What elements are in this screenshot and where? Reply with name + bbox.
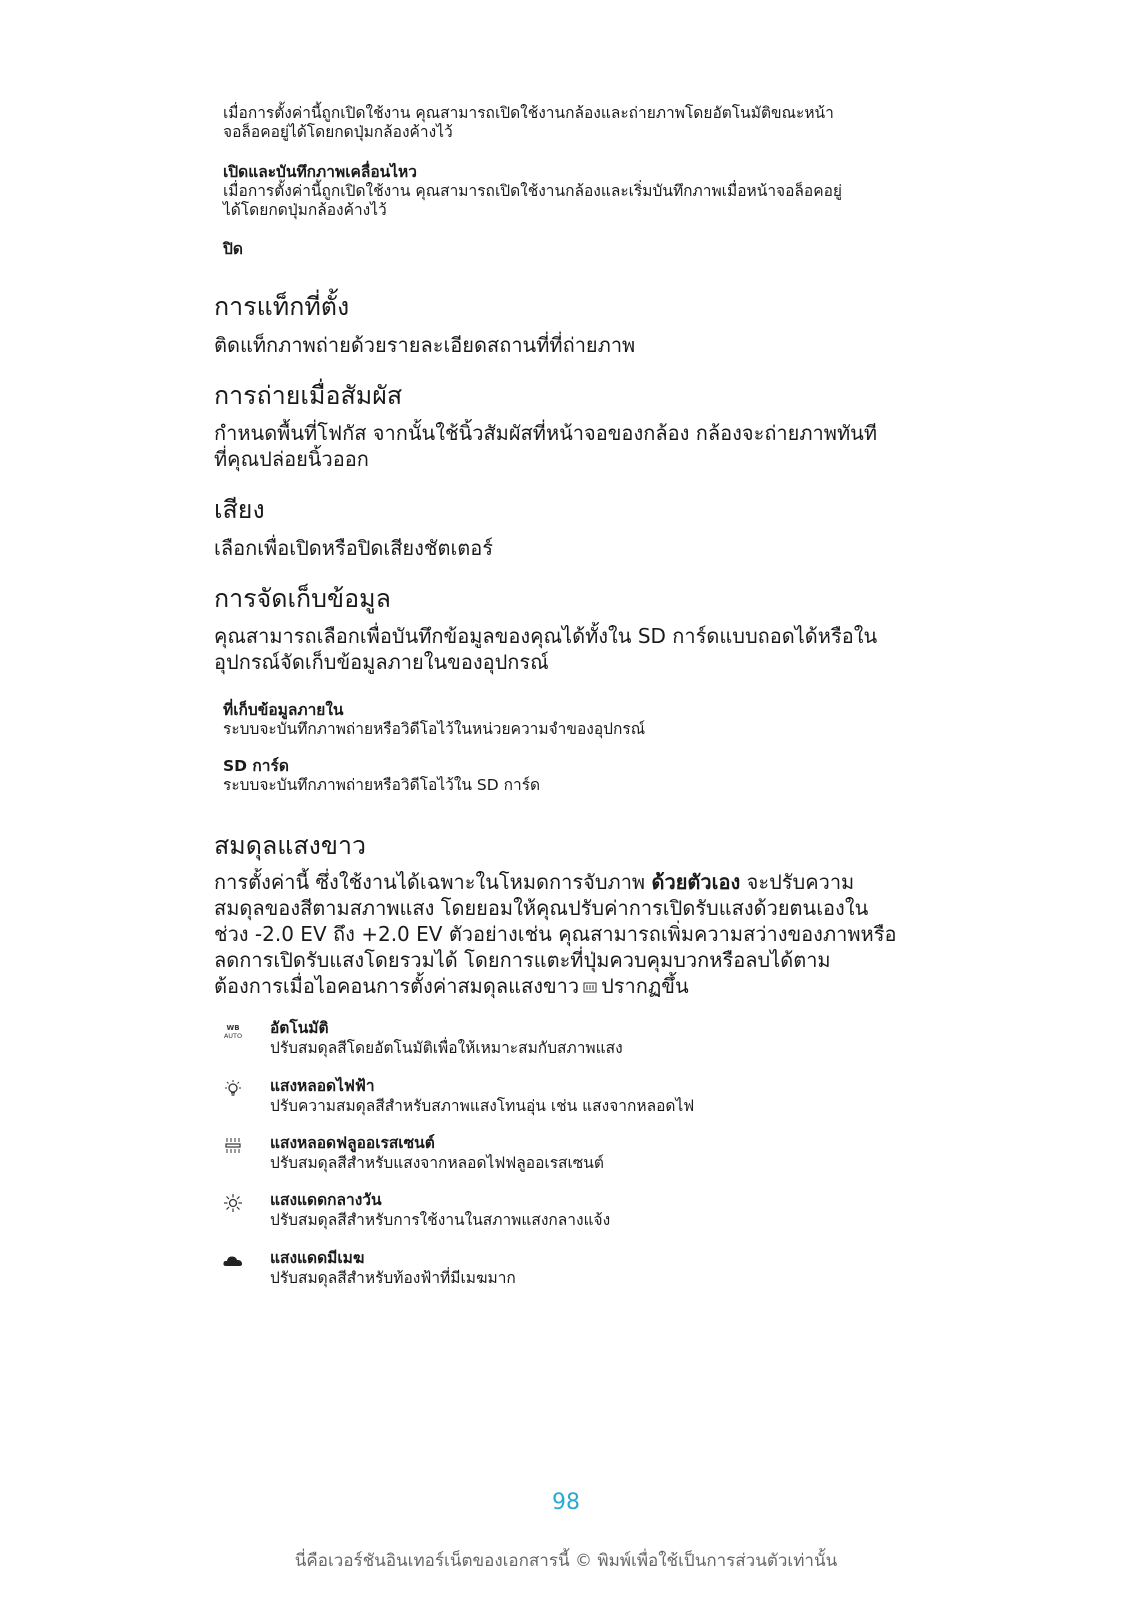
geotag-body: ติดแท็กภาพถ่ายด้วยรายละเอียดสถานที่ที่ถ่ายภาพ	[214, 333, 636, 357]
option-record-video	[223, 163, 943, 220]
fluorescent-icon	[222, 1135, 244, 1157]
option-internal-storage	[223, 701, 943, 739]
wb-text: การตั้งค่านี้ ซึ่งใช้งานได้เฉพาะในโหมดการจับภาพ	[214, 870, 652, 894]
wb-item-desc: ปรับสมดุลสีสำหรับแสงจากหลอดไฟฟลูออเรสเซนต์	[270, 1154, 604, 1172]
cloudy-icon	[222, 1250, 244, 1272]
option-off	[223, 240, 943, 259]
option-desc-line-1: เมื่อการตั้งค่านี้ถูกเปิดใช้งาน คุณสามารถเปิดใช้งานกล้องและเริ่มบันทึกภาพเมื่อหน้าจอล็อคอยู่	[223, 182, 842, 200]
wb-setting-icon	[583, 980, 597, 994]
option-title: เปิดและบันทึกภาพเคลื่อนไหว	[223, 163, 417, 181]
storage-body-line-2: อุปกรณ์จัดเก็บข้อมูลภายในของอุปกรณ์	[214, 650, 549, 674]
heading-storage: การจัดเก็บข้อมูล	[214, 584, 391, 613]
wb-text: ปรากฏขึ้น	[601, 974, 689, 998]
option-desc: ระบบจะบันทึกภาพถ่ายหรือวิดีโอไว้ใน SD การ์ด	[223, 776, 541, 794]
touch-body-line-1: กำหนดพื้นที่โฟกัส จากนั้นใช้นิ้วสัมผัสที่หน้าจอของกล้อง กล้องจะถ่ายภาพทันที	[214, 421, 878, 445]
touch-capture-body	[214, 420, 944, 472]
heading-geotag: การแท็กที่ตั้ง	[214, 292, 350, 321]
wb-item-title: แสงแดดมีเมฆ	[270, 1249, 365, 1267]
storage-body	[214, 623, 944, 675]
wb-item-fluorescent	[222, 1133, 922, 1181]
wb-item-desc: ปรับสมดุลสีสำหรับการใช้งานในสภาพแสงกลางแจ้ง	[270, 1211, 611, 1229]
intro-line-1: เมื่อการตั้งค่านี้ถูกเปิดใช้งาน คุณสามารถเปิดใช้งานกล้องและถ่ายภาพโดยอัตโนมัติขณะหน้า	[223, 104, 834, 122]
heading-touch-capture: การถ่ายเมื่อสัมผัส	[214, 381, 403, 410]
wb-item-desc: ปรับสมดุลสีโดยอัตโนมัติเพื่อให้เหมาะสมกับสภาพแสง	[270, 1039, 623, 1057]
wb-text: จะปรับความ	[740, 870, 855, 894]
wb-body-line-3: ช่วง -2.0 EV ถึง +2.0 EV ตัวอย่างเช่น คุณสามารถเพิ่มความสว่างของภาพหรือ	[214, 922, 897, 946]
incandescent-icon	[222, 1078, 244, 1100]
wb-item-title: อัตโนมัติ	[270, 1019, 329, 1037]
option-title: SD การ์ด	[223, 757, 289, 775]
wb-item-title: แสงหลอดไฟฟ้า	[270, 1077, 375, 1095]
option-title: ปิด	[223, 240, 243, 258]
option-desc: ระบบจะบันทึกภาพถ่ายหรือวิดีโอไว้ในหน่วยความจำของอุปกรณ์	[223, 720, 646, 738]
wb-item-desc: ปรับความสมดุลสีสำหรับสภาพแสงโทนอุ่น เช่น แสงจากหลอดไฟ	[270, 1097, 695, 1115]
page-number: 98	[552, 1490, 580, 1515]
heading-sound: เสียง	[214, 495, 265, 524]
wb-body-line-2: สมดุลของสีตามสภาพแสง โดยยอมให้คุณปรับค่าการเปิดรับแสงด้วยตนเองใน	[214, 896, 869, 920]
wb-item-daylight	[222, 1190, 922, 1238]
wb-auto-label-bottom: AUTO	[223, 1032, 243, 1040]
white-balance-body	[214, 869, 944, 999]
wb-item-desc: ปรับสมดุลสีสำหรับท้องฟ้าที่มีเมฆมาก	[270, 1269, 516, 1287]
wb-body-line-4: ลดการเปิดรับแสงโดยรวมได้ โดยการแตะที่ปุ่มควบคุมบวกหรือลบได้ตาม	[214, 948, 831, 972]
wb-item-incandescent	[222, 1076, 922, 1124]
wb-item-cloudy	[222, 1248, 922, 1296]
sound-body: เลือกเพื่อเปิดหรือปิดเสียงชัตเตอร์	[214, 536, 494, 560]
wb-item-title: แสงหลอดฟลูออเรสเซนต์	[270, 1134, 435, 1152]
wb-auto-label-top: WB	[226, 1024, 240, 1032]
wb-item-title: แสงแดดกลางวัน	[270, 1191, 382, 1209]
storage-body-line-1: คุณสามารถเลือกเพื่อบันทึกข้อมูลของคุณได้ทั้งใน SD การ์ดแบบถอดได้หรือใน	[214, 624, 878, 648]
wb-item-auto	[222, 1018, 922, 1066]
wb-body-line-1	[214, 869, 944, 895]
wb-auto-icon	[222, 1020, 244, 1042]
option-title: ที่เก็บข้อมูลภายใน	[223, 701, 344, 719]
daylight-icon	[222, 1192, 244, 1214]
wb-body-line-5	[214, 973, 944, 999]
option-sd-card	[223, 757, 943, 795]
heading-white-balance: สมดุลแสงขาว	[214, 831, 367, 860]
option-desc-line-2: ได้โดยกดปุ่มกล้องค้างไว้	[223, 201, 387, 219]
intro-paragraph	[223, 104, 943, 142]
intro-line-2: จอล็อคอยู่ได้โดยกดปุ่มกล้องค้างไว้	[223, 123, 453, 141]
wb-text: ต้องการเมื่อไอคอนการตั้งค่าสมดุลแสงขาว	[214, 974, 580, 998]
wb-bold-manual: ด้วยตัวเอง	[651, 870, 741, 894]
footer-notice: นี่คือเวอร์ชันอินเทอร์เน็ตของเอกสารนี้ © พิมพ์เพื่อใช้เป็นการส่วนตัวเท่านั้น	[294, 1551, 838, 1571]
touch-body-line-2: ที่คุณปล่อยนิ้วออก	[214, 447, 369, 471]
